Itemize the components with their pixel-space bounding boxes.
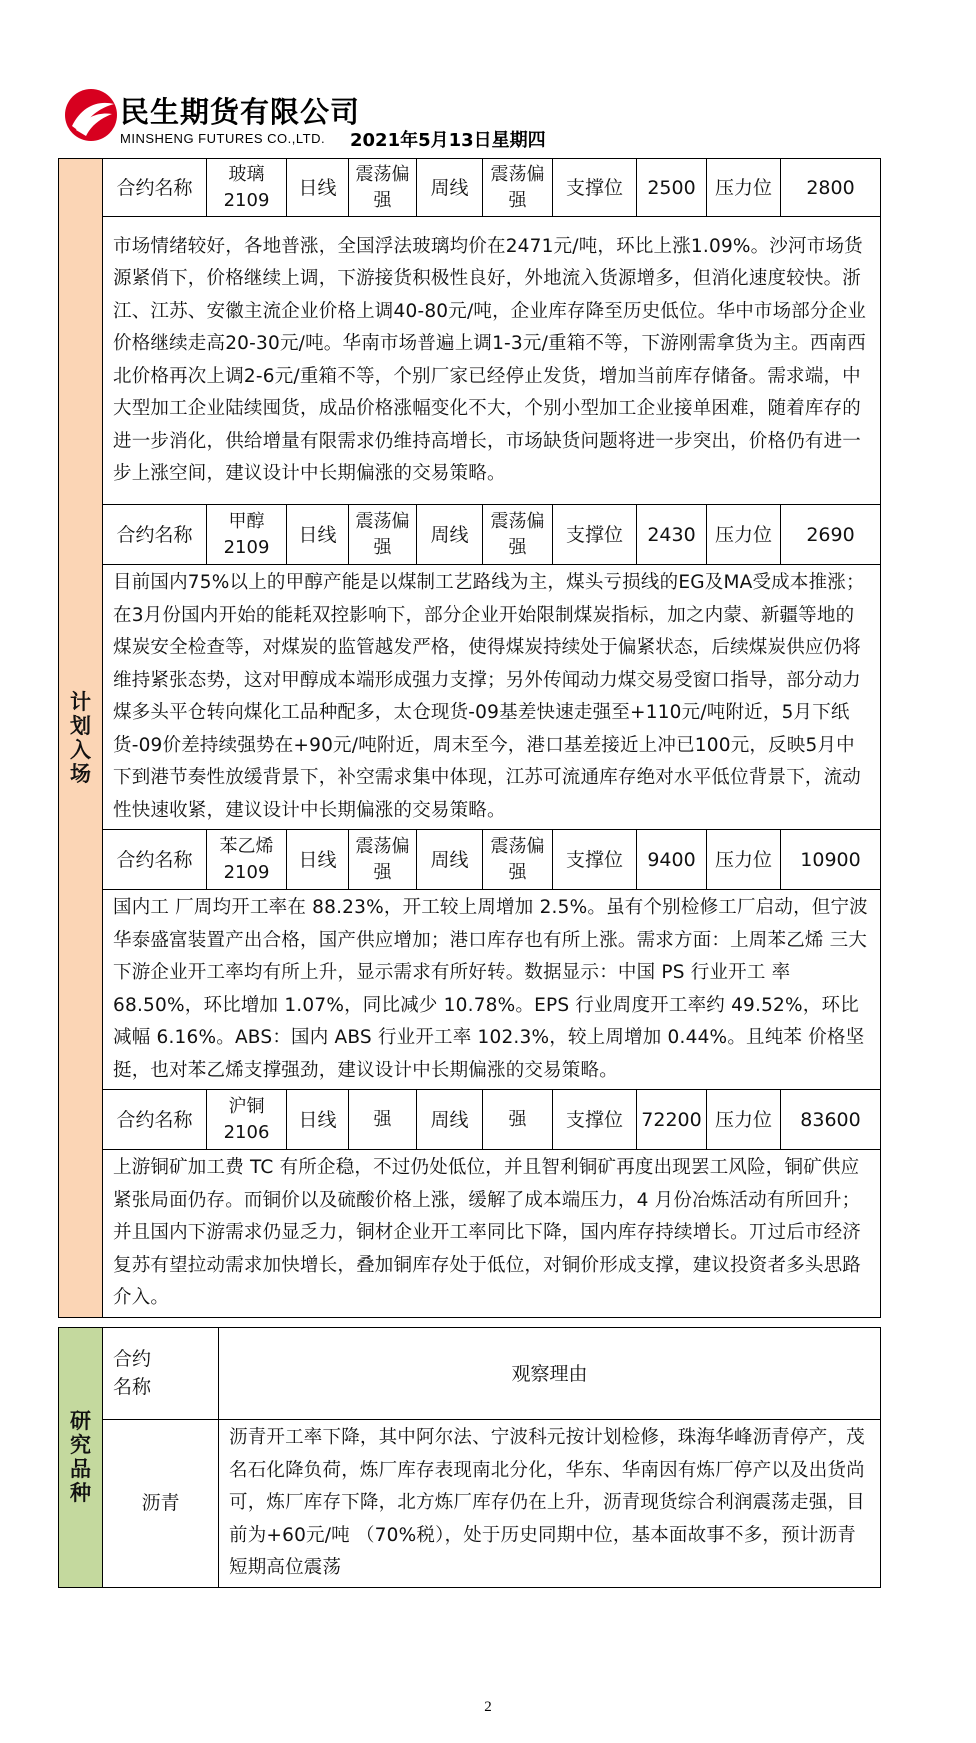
research-contract-name: 沥青 bbox=[103, 1420, 219, 1588]
daily-label: 日线 bbox=[287, 505, 349, 565]
weekly-label: 周线 bbox=[417, 1090, 483, 1150]
analysis-text: 国内工 厂周均开工率在 88.23%，开工较上周增加 2.5%。虽有个别检修工厂启动，但宁波华泰盛富装置产出合格，国产供应增加；港口库存也有所上涨。需求方面：上周苯乙烯 三大下游企业开工率均有所上升，显示需求有所好转。数据显示：中国 PS 行业开工 率 68.50%，环比增加 1.07%，同比减少 10.78%。EPS 行业周度开工率约 49.52%，环比减幅 6.16%。ABS：国内 ABS 行业开工率 102.3%，较上周增加 0.44%。且纯苯 价格坚挺，也对苯乙烯支撑强劲，建议设计中长期偏涨的交易策略。 bbox=[103, 890, 881, 1090]
page-header bbox=[62, 86, 882, 156]
weekly-trend: 震荡偏强 bbox=[483, 505, 553, 565]
resistance-label: 压力位 bbox=[707, 159, 781, 217]
resistance-label: 压力位 bbox=[707, 505, 781, 565]
support-value: 9400 bbox=[637, 830, 707, 890]
contract-row bbox=[59, 1090, 881, 1150]
research-row bbox=[59, 1420, 881, 1588]
contract-label: 合约名称 bbox=[103, 505, 207, 565]
daily-label: 日线 bbox=[287, 159, 349, 217]
research-reason-text: 沥青开工率下降，其中阿尔法、宁波科元按计划检修，珠海华峰沥青停产，茂名石化降负荷，炼厂库存表现南北分化，华东、华南因有炼厂停产以及出货尚可，炼厂库存下降，北方炼厂库存仍在上升，沥青现货综合利润震荡走强，目前为+60元/吨 （70%税），处于历史同期中位，基本面故事不多，预计沥青短期高位震荡 bbox=[219, 1420, 881, 1588]
weekly-label: 周线 bbox=[417, 830, 483, 890]
research-section-label: 研究品种 bbox=[59, 1328, 103, 1588]
support-label: 支撑位 bbox=[553, 830, 637, 890]
analysis-row bbox=[59, 565, 881, 830]
daily-trend: 强 bbox=[349, 1090, 417, 1150]
support-label: 支撑位 bbox=[553, 159, 637, 217]
analysis-row bbox=[59, 1150, 881, 1318]
plan-section-label: 计划入场 bbox=[59, 159, 103, 1318]
contract-name: 苯乙烯2109 bbox=[207, 830, 287, 890]
report-date: 2021年5月13日星期四 bbox=[350, 130, 546, 151]
weekly-trend: 震荡偏强 bbox=[483, 830, 553, 890]
support-label: 支撑位 bbox=[553, 1090, 637, 1150]
company-name-en: MINSHENG FUTURES CO.,LTD. bbox=[120, 131, 326, 146]
analysis-text: 目前国内75%以上的甲醇产能是以煤制工艺路线为主，煤头亏损线的EG及MA受成本推涨；在3月份国内开始的能耗双控影响下，部分企业开始限制煤炭指标，加之内蒙、新疆等地的煤炭安全检查等，对煤炭的监管越发严格，使得煤炭持续处于偏紧状态，后续煤炭供应仍将维持紧张态势，这对甲醇成本端形成强力支撑；另外传闻动力煤交易受窗口指导，部分动力煤多头平仓转向煤化工品种配多，太仓现货-09基差快速走强至+110元/吨附近，5月下纸货-09价差持续强势在+90元/吨附近，周末至今，港口基差接近上冲已100元，反映5月中下到港节奏性放缓背景下，补空需求集中体现，江苏可流通库存绝对水平低位背景下，流动性快速收紧，建议设计中长期偏涨的交易策略。 bbox=[103, 565, 881, 830]
contract-name: 玻璃2109 bbox=[207, 159, 287, 217]
support-value: 2430 bbox=[637, 505, 707, 565]
resistance-label: 压力位 bbox=[707, 1090, 781, 1150]
contract-label: 合约名称 bbox=[103, 830, 207, 890]
daily-label: 日线 bbox=[287, 830, 349, 890]
research-header-row bbox=[59, 1328, 881, 1420]
col-header-contract: 合约名称 bbox=[113, 1348, 152, 1398]
daily-trend: 震荡偏强 bbox=[349, 830, 417, 890]
company-name-cn: 民生期货有限公司 bbox=[120, 95, 361, 129]
page-number: 2 bbox=[484, 1699, 492, 1715]
daily-trend: 震荡偏强 bbox=[349, 159, 417, 217]
contract-label: 合约名称 bbox=[103, 159, 207, 217]
contract-row bbox=[59, 505, 881, 565]
resistance-label: 压力位 bbox=[707, 830, 781, 890]
contract-label: 合约名称 bbox=[103, 1090, 207, 1150]
support-value: 72200 bbox=[637, 1090, 707, 1150]
resistance-value: 2800 bbox=[781, 159, 881, 217]
analysis-row bbox=[59, 217, 881, 505]
daily-trend: 震荡偏强 bbox=[349, 505, 417, 565]
minsheng-logo-icon bbox=[62, 86, 120, 144]
weekly-trend: 震荡偏强 bbox=[483, 159, 553, 217]
col-header-reason: 观察理由 bbox=[219, 1328, 881, 1420]
contract-name: 甲醇2109 bbox=[207, 505, 287, 565]
weekly-trend: 强 bbox=[483, 1090, 553, 1150]
weekly-label: 周线 bbox=[417, 505, 483, 565]
analysis-text: 上游铜矿加工费 TC 有所企稳，不过仍处低位，并且智利铜矿再度出现罢工风险，铜矿供应紧张局面仍存。而铜价以及硫酸价格上涨，缓解了成本端压力，4 月份冶炼活动有所回升；并且国内下游需求仍显乏力，铜材企业开工率同比下降，国内库存持续增长。丌过后市经济复苏有望拉动需求加快增长，叠加铜库存处于低位，对铜价形成支撑，建议投资者多头思路介入。 bbox=[103, 1150, 881, 1318]
analysis-row bbox=[59, 890, 881, 1090]
analysis-text: 市场情绪较好，各地普涨，全国浮法玻璃均价在2471元/吨，环比上涨1.09%。沙河市场货源紧俏下，价格继续上调，下游接货积极性良好，外地流入货源增多，但消化速度较快。浙江、江苏、安徽主流企业价格上调40-80元/吨，企业库存降至历史低位。华中市场部分企业价格继续走高20-30元/吨。华南市场普遍上调1-3元/重箱不等，下游刚需拿货为主。西南西北价格再次上调2-6元/重箱不等，个别厂家已经停止发货，增加当前库存储备。需求端，中大型加工企业陆续囤货，成品价格涨幅变化不大，个别小型加工企业接单困难，随着库存的进一步消化，供给增量有限需求仍维持高增长，市场缺货问题将进一步突出，价格仍有进一步上涨空间，建议设计中长期偏涨的交易策略。 bbox=[103, 217, 881, 505]
research-table bbox=[58, 1327, 881, 1588]
contract-row bbox=[59, 830, 881, 890]
resistance-value: 2690 bbox=[781, 505, 881, 565]
daily-label: 日线 bbox=[287, 1090, 349, 1150]
contract-row bbox=[59, 159, 881, 217]
resistance-value: 10900 bbox=[781, 830, 881, 890]
plan-entry-table bbox=[58, 158, 881, 1318]
support-value: 2500 bbox=[637, 159, 707, 217]
resistance-value: 83600 bbox=[781, 1090, 881, 1150]
weekly-label: 周线 bbox=[417, 159, 483, 217]
support-label: 支撑位 bbox=[553, 505, 637, 565]
contract-name: 沪铜2106 bbox=[207, 1090, 287, 1150]
